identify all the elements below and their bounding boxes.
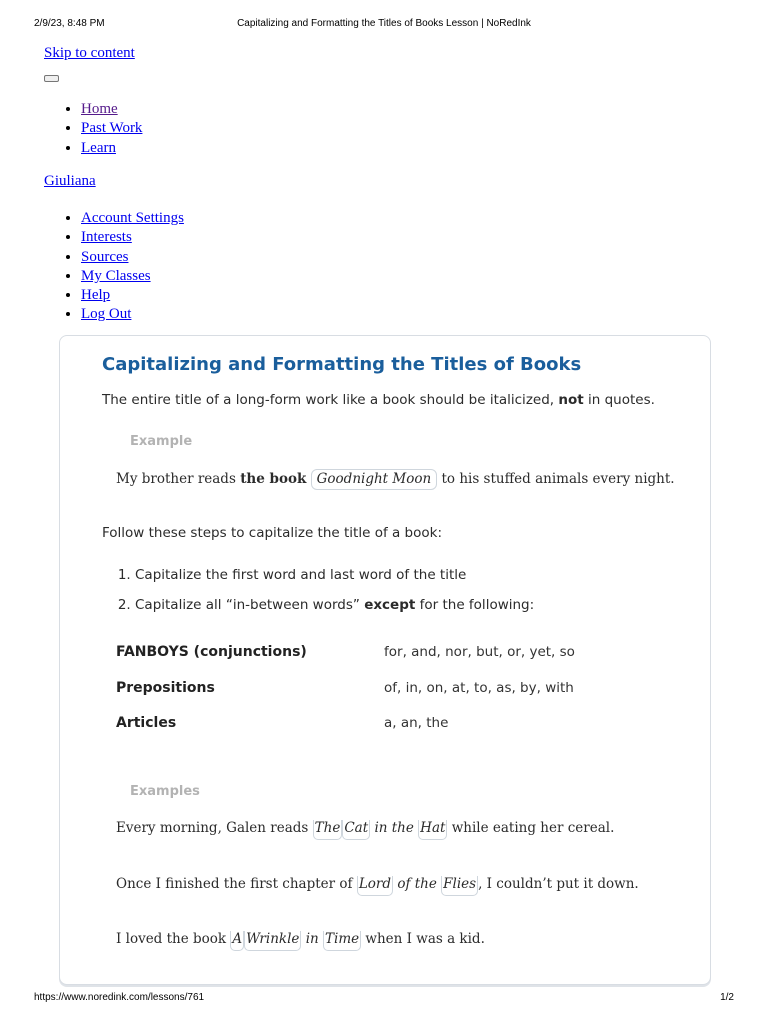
- capitalized-word: Hat: [418, 820, 447, 840]
- example-sentence: [116, 820, 614, 836]
- step-text-end: for the following:: [419, 597, 535, 613]
- menu-toggle-button[interactable]: [44, 75, 59, 82]
- help-link[interactable]: Help: [81, 287, 111, 304]
- capitalized-word: Flies: [441, 876, 478, 896]
- lowercase-words: in: [305, 931, 319, 947]
- print-datetime: 2/9/23, 8:48 PM: [34, 18, 105, 29]
- steps-intro: Follow these steps to capitalize the title of a book:: [102, 525, 443, 541]
- print-page-title: Capitalizing and Formatting the Titles of Books Lesson | NoRedInk: [237, 18, 531, 29]
- table-row: [116, 644, 676, 680]
- account-menu: [44, 208, 184, 324]
- print-footer: [0, 992, 768, 1006]
- account-item-logout: [81, 304, 184, 323]
- account-item-classes: [81, 266, 184, 285]
- intro-emphasis: not: [558, 392, 584, 408]
- skip-to-content-link[interactable]: Skip to content: [44, 45, 135, 61]
- example-text-before: I loved the book: [116, 931, 227, 947]
- account-settings-link[interactable]: Account Settings: [81, 210, 184, 226]
- capitalized-word: The: [313, 820, 343, 840]
- step-text: Capitalize all “in-between words”: [135, 597, 360, 613]
- step-item: [135, 594, 534, 624]
- print-page-number: 1/2: [720, 992, 734, 1003]
- table-category: Prepositions: [116, 679, 215, 696]
- step-item: [135, 564, 534, 594]
- nav-item-learn: [81, 138, 142, 157]
- example-text-after: , I couldn’t put it down.: [478, 876, 639, 892]
- example-text-before: Every morning, Galen reads: [116, 820, 309, 836]
- capitalized-word: Time: [323, 931, 361, 951]
- example-sentence: [116, 931, 485, 947]
- table-row: [116, 680, 676, 716]
- intro-text: The entire title of a long-form work like a book should be italicized,: [102, 392, 555, 408]
- example-text-after: when I was a kid.: [365, 931, 485, 947]
- intro-text-end: in quotes.: [588, 392, 655, 408]
- table-category: Articles: [116, 715, 177, 731]
- sources-link[interactable]: Sources: [81, 248, 129, 265]
- examples-label: Examples: [130, 784, 200, 799]
- user-name-link[interactable]: Giuliana: [44, 173, 96, 189]
- example-text-before: Once I finished the first chapter of: [116, 876, 353, 892]
- table-words: of, in, on, at, to, as, by, with: [384, 679, 574, 696]
- interests-link[interactable]: Interests: [81, 229, 132, 246]
- my-classes-link[interactable]: My Classes: [81, 267, 151, 284]
- capitalized-word: A: [230, 931, 244, 951]
- exceptions-table: [116, 644, 676, 751]
- example-text-after: while eating her cereal.: [451, 820, 615, 836]
- lesson-intro: [102, 392, 655, 408]
- capitalized-word: Lord: [357, 876, 393, 896]
- lesson-card: [59, 335, 711, 985]
- nav-item-home: [81, 99, 142, 118]
- log-out-link[interactable]: Log Out: [81, 306, 132, 323]
- example-text-after: to his stuffed animals every night.: [441, 471, 675, 487]
- example-text-before: My brother reads: [116, 471, 236, 487]
- capitalized-word: Cat: [342, 820, 370, 840]
- step-emphasis: except: [364, 597, 416, 613]
- capitalized-word: Wrinkle: [244, 931, 301, 951]
- table-words: for, and, nor, but, or, yet, so: [384, 644, 575, 660]
- print-header: [0, 18, 768, 32]
- example-sentence: [116, 876, 639, 892]
- nav-link-past-work[interactable]: Past Work: [81, 120, 143, 137]
- lowercase-words: of the: [397, 876, 437, 892]
- table-row: [116, 715, 676, 751]
- steps-list: [102, 564, 534, 624]
- nav-link-home[interactable]: Home: [81, 101, 118, 117]
- lowercase-words: in the: [374, 820, 414, 836]
- table-words: a, an, the: [384, 715, 449, 731]
- account-item-help: [81, 285, 184, 304]
- example-sentence: [116, 469, 675, 490]
- step-text: Capitalize the first word and last word of the title: [135, 567, 467, 583]
- example-label: Example: [130, 434, 193, 449]
- account-item-settings: [81, 208, 184, 227]
- account-item-sources: [81, 247, 184, 266]
- example-book-title: Goodnight Moon: [311, 469, 438, 490]
- main-nav: [44, 99, 142, 157]
- table-category: FANBOYS (conjunctions): [116, 644, 307, 660]
- print-url: https://www.noredink.com/lessons/761: [34, 992, 205, 1003]
- account-item-interests: [81, 227, 184, 246]
- nav-item-past-work: [81, 118, 142, 137]
- example-bold: the book: [240, 471, 307, 487]
- lesson-title: Capitalizing and Formatting the Titles of Books: [102, 354, 582, 375]
- nav-link-learn[interactable]: Learn: [81, 139, 116, 156]
